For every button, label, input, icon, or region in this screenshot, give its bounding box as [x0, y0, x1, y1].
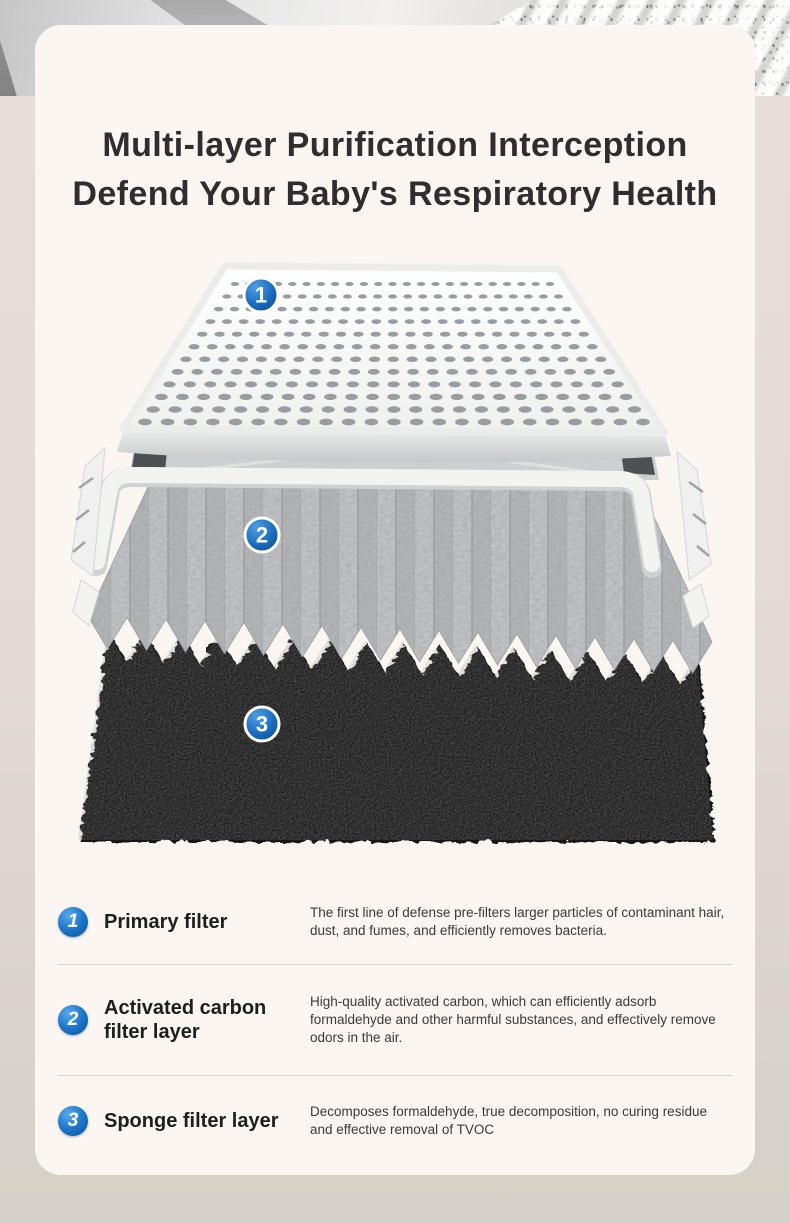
- legend-badge-3: 3: [58, 1106, 88, 1136]
- title-line-2: Defend Your Baby's Respiratory Health: [72, 175, 718, 213]
- legend-list: [58, 880, 733, 1166]
- legend-item-sponge-filter: [58, 1076, 733, 1166]
- legend-description-2: High-quality activated carbon, which can efficiently adsorb formaldehyde and other harmful substances, and effectively remove odors in the air.: [310, 993, 716, 1046]
- page-title: [35, 25, 755, 219]
- svg-text:2: 2: [255, 522, 269, 548]
- title-line-1: Multi-layer Purification Interception: [102, 126, 688, 164]
- legend-item-primary-filter: [58, 880, 733, 964]
- content-card: [35, 25, 755, 1175]
- legend-title-3: Sponge filter layer: [104, 1109, 279, 1132]
- legend-title-1: Primary filter: [104, 910, 228, 933]
- legend-title-2: Activated carbon filter layer: [104, 996, 267, 1043]
- svg-text:1: 1: [254, 282, 268, 308]
- svg-text:3: 3: [255, 711, 269, 737]
- legend-description-3: Decomposes formaldehyde, true decomposition, no curing residue and effective removal of TVOC: [310, 1103, 707, 1137]
- diagram-badge-3: [245, 707, 279, 741]
- legend-item-activated-carbon: [58, 965, 733, 1075]
- legend-badge-2: 2: [58, 1005, 88, 1035]
- filter-layers-diagram: [35, 230, 755, 850]
- sponge-layer: [65, 610, 735, 850]
- perforated-plate-layer: [117, 266, 671, 463]
- legend-badge-1: 1: [58, 907, 88, 937]
- filter-exploded-view: [35, 230, 755, 850]
- legend-description-1: The first line of defense pre-filters larger particles of contaminant hair, dust, and fumes, and efficiently removes bacteria.: [310, 904, 725, 938]
- diagram-badge-1: [244, 278, 278, 312]
- diagram-badge-2: [245, 518, 279, 552]
